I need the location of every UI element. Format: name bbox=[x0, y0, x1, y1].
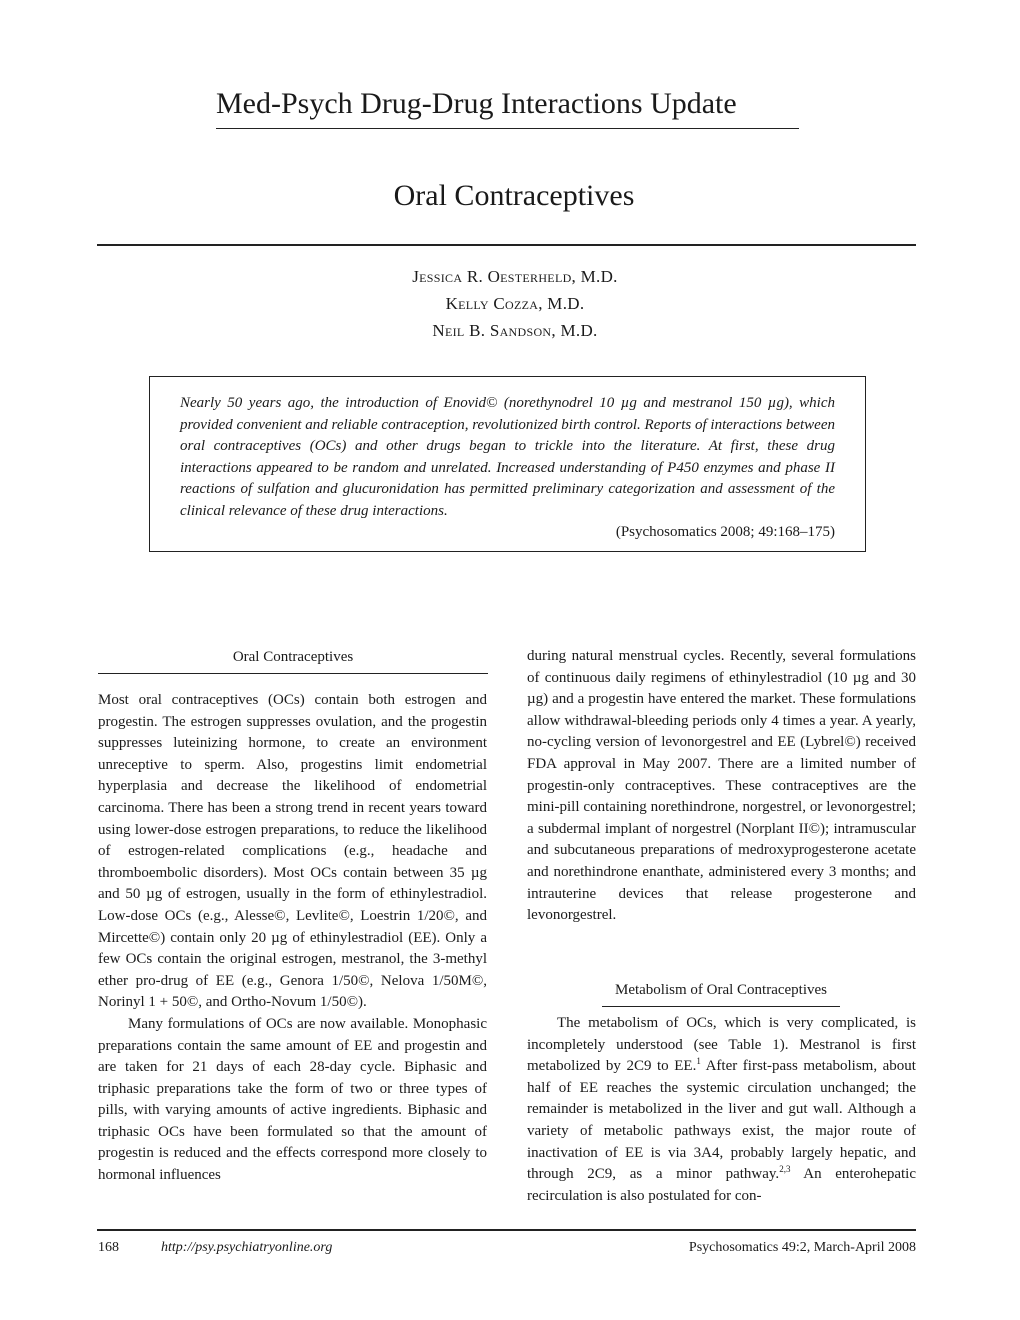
reference-marker: 1 bbox=[696, 1056, 701, 1067]
section-heading: Oral Contraceptives bbox=[98, 647, 488, 674]
citation: (Psychosomatics 2008; 49:168–175) bbox=[615, 524, 835, 540]
abstract-text: Nearly 50 years ago, the introduction of Enovid© (norethynodrel 10 µg and mestranol 150 µg), which provided convenient and reliable contraception, revolutionized birth control. Reports of interactions between oral contraceptives (OCs) and other drugs began to trickle into the literature. At first, these drug interactions appeared to be random and unrelated. Increased understanding of P450 enzymes and phase II reactions of sulfation and glucuronidation has permitted preliminary categorization and assessment of the clinical relevance of these drug interactions. bbox=[180, 395, 835, 519]
section-heading: Metabolism of Oral Contraceptives bbox=[602, 980, 840, 1007]
author-list bbox=[0, 263, 1020, 344]
journal-reference: Psychosomatics 49:2, March-April 2008 bbox=[688, 1240, 916, 1255]
series-title: Med-Psych Drug-Drug Interactions Update bbox=[216, 84, 799, 129]
author-name: Neil B. Sandson, M.D. bbox=[432, 321, 598, 340]
abstract-box bbox=[149, 376, 866, 552]
author-name: Kelly Cozza, M.D. bbox=[445, 294, 585, 313]
author-name: Jessica R. Oesterheld, M.D. bbox=[412, 267, 618, 286]
right-column-lower bbox=[527, 1013, 916, 1207]
paragraph-text: The metabolism of OCs, which is very complicated, is incompletely understood (see Table 1). Mestranol is first metabolized by 2C9 to EE. bbox=[527, 1015, 916, 1075]
paragraph-text: After first-pass metabolism, about half of EE reaches the systemic circulation unchanged; the remainder is metabolized in the liver and gut wall. Although a variety of metabolic pathways exist, the major route of inactivation of EE is via 3A4, probably largely hepatic, and through 2C9, as a minor pathway. bbox=[527, 1058, 916, 1183]
paragraph: during natural menstrual cycles. Recently, several formulations of continuous daily regimens of ethinylestradiol (10 µg and 30 µg) and a progestin have entered the market. These formulations allow withdrawal-bleeding periods only 4 times a year. A yearly, no-cycling version of levonorgestrel and EE (Lybrel©) received FDA approval in May 2007. There are a limited number of progestin-only contraceptives. These contraceptives are the mini-pill containing norethindrone, norgestrel, or levonorgestrel; a subdermal implant of norgestrel (Norplant II©); intramuscular and subcutaneous preparations of medroxyprogesterone acetate and norethindrone enanthate, administered every 3 months; and intrauterine devices that release progesterone and levonorgestrel. bbox=[527, 648, 916, 924]
article-title: Oral Contraceptives bbox=[393, 179, 635, 212]
paragraph bbox=[527, 1013, 916, 1207]
right-column bbox=[527, 646, 916, 927]
footer-divider bbox=[97, 1229, 916, 1231]
page-number: 168 bbox=[98, 1240, 119, 1255]
title-divider bbox=[97, 244, 916, 246]
paragraph-text: An enterohepatic recirculation is also postulated for con- bbox=[527, 1166, 917, 1204]
journal-url[interactable]: http://psy.psychiatryonline.org bbox=[161, 1240, 333, 1255]
left-column bbox=[98, 690, 487, 1187]
paragraph: Many formulations of OCs are now available. Monophasic preparations contain the same amount of EE and progestin and are taken for 21 days of each 28-day cycle. Biphasic and triphasic preparations take the form of two or three types of pills, with varying amounts of active ingredients. Biphasic and triphasic OCs have been formulated so that the amount of progestin is reduced and the effects correspond more closely to hormonal influences bbox=[98, 1015, 487, 1184]
paragraph: Most oral contraceptives (OCs) contain both estrogen and progestin. The estrogen suppresses ovulation, and the progestin suppresses luteinizing hormone, to create an environment unreceptive to sperm. Also, progestins limit endometrial hyperplasia and decrease the likelihood of endometrial carcinoma. There has been a strong trend in recent years toward using lower-dose estrogen preparations, to reduce the likelihood of estrogen-related complications (e.g., headache and thromboembolic disorders). Most OCs contain between 35 µg and 50 µg of estrogen, usually in the form of ethinylestradiol. Low-dose OCs (e.g., Alesse©, Levlite©, Loestrin 1/20©, and Mircette©) contain only 20 µg of ethinylestradiol (EE). Only a few OCs contain the original estrogen, mestranol, the 3-methyl ether pro-drug of EE (e.g., Genora 1/50©, Nelova 1/50M©, Norinyl 1 + 50©, and Ortho-Novum 1/50©). bbox=[98, 692, 487, 1011]
reference-marker: 2,3 bbox=[779, 1164, 791, 1175]
